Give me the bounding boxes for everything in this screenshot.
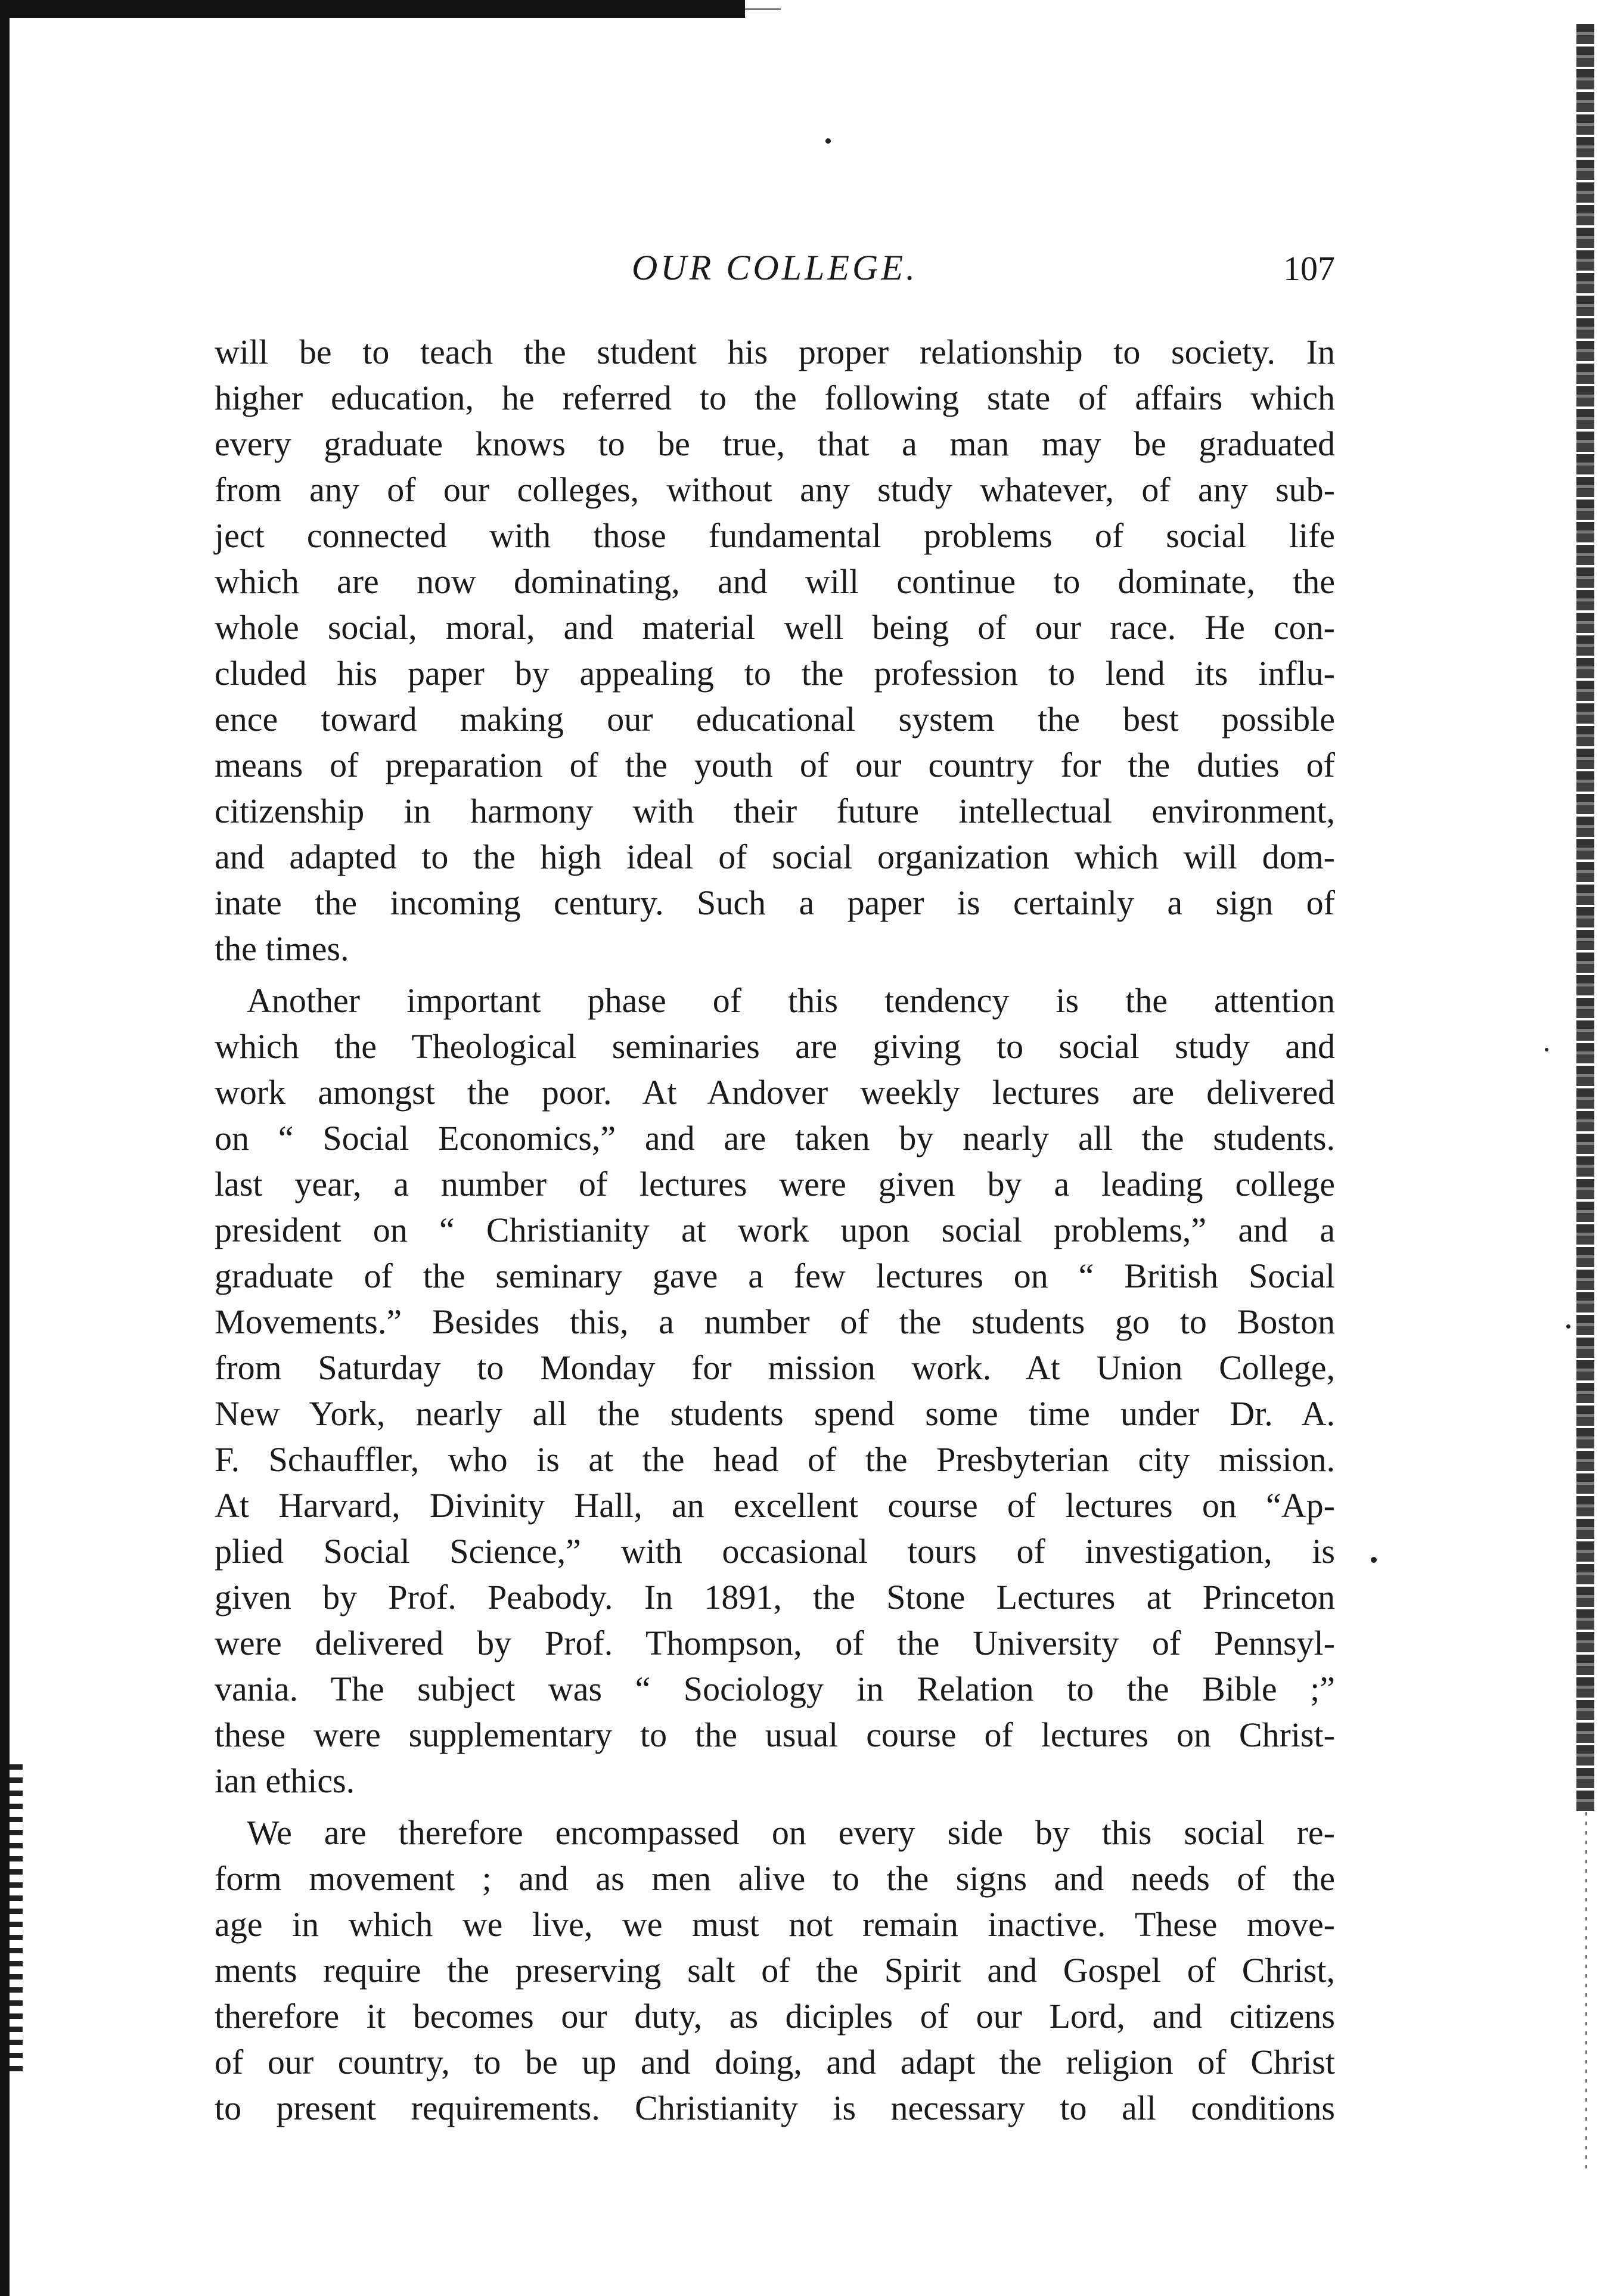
- paragraph: [215, 978, 1335, 1804]
- text-line: from any of our colleges, without any study whatever, of any sub-: [215, 470, 1335, 509]
- text-line: were delivered by Prof. Thompson, of the University of Pennsyl-: [215, 1624, 1335, 1662]
- scan-border-top-thin: [745, 8, 781, 10]
- text-line: work amongst the poor. At Andover weekly lectures are delivered: [215, 1073, 1335, 1112]
- text-line: At Harvard, Divinity Hall, an excellent course of lectures on “Ap-: [215, 1486, 1335, 1525]
- text-line: the times.: [215, 929, 349, 968]
- scan-speck: [825, 138, 831, 144]
- text-line: cluded his paper by appealing to the profession to lend its influ-: [215, 654, 1335, 693]
- text-line: which the Theological seminaries are giving to social study and: [215, 1027, 1335, 1066]
- text-line: New York, nearly all the students spend some time under Dr. A.: [215, 1394, 1335, 1433]
- text-line: age in which we live, we must not remain inactive. These move-: [215, 1905, 1335, 1944]
- scan-speck: [1545, 1048, 1548, 1051]
- paragraph: [215, 329, 1335, 972]
- text-line: and adapted to the high ideal of social organization which will dom-: [215, 837, 1335, 876]
- text-line: president on “ Christianity at work upon social problems,” and a: [215, 1211, 1335, 1249]
- text-line: given by Prof. Peabody. In 1891, the Stone Lectures at Princeton: [215, 1578, 1335, 1616]
- scan-edge-left-rough: [10, 1764, 23, 2074]
- text-line: Movements.” Besides this, a number of the students go to Boston: [215, 1302, 1335, 1341]
- text-line: F. Schauffler, who is at the head of the Presbyterian city mission.: [215, 1440, 1335, 1479]
- scan-edge-right-tail: [1585, 1812, 1587, 2170]
- text-line: from Saturday to Monday for mission work. At Union College,: [215, 1348, 1335, 1387]
- text-line: higher education, he referred to the following state of affairs which: [215, 378, 1335, 417]
- text-line: Another important phase of this tendency is the attention: [247, 981, 1335, 1020]
- text-line: which are now dominating, and will continue to dominate, the: [215, 562, 1335, 601]
- text-line: every graduate knows to be true, that a man may be graduated: [215, 424, 1335, 463]
- scan-speck: [1566, 1324, 1570, 1329]
- text-line: will be to teach the student his proper relationship to society. In: [215, 333, 1335, 371]
- body-text: [215, 329, 1335, 2131]
- running-head: OUR COLLEGE.: [631, 248, 918, 287]
- scan-border-top: [0, 0, 745, 18]
- scan-edge-left: [0, 0, 10, 2296]
- text-line: citizenship in harmony with their future intellectual environment,: [215, 792, 1335, 830]
- text-line: ian ethics.: [215, 1761, 355, 1800]
- text-line: means of preparation of the youth of our country for the duties of: [215, 746, 1335, 784]
- text-line: last year, a number of lectures were given by a leading college: [215, 1165, 1335, 1203]
- page-header: [215, 241, 1335, 301]
- text-line: these were supplementary to the usual course of lectures on Christ-: [215, 1715, 1335, 1754]
- text-line: graduate of the seminary gave a few lectures on “ British Social: [215, 1256, 1335, 1295]
- paragraph: [215, 1810, 1335, 2131]
- text-line: ments require the preserving salt of the Spirit and Gospel of Christ,: [215, 1951, 1335, 1990]
- text-line: on “ Social Economics,” and are taken by nearly all the students.: [215, 1119, 1335, 1158]
- page-number: 107: [1283, 249, 1335, 288]
- scan-speck: [1371, 1557, 1377, 1563]
- text-line: whole social, moral, and material well being of our race. He con-: [215, 608, 1335, 647]
- text-line: ject connected with those fundamental problems of social life: [215, 516, 1335, 555]
- text-line: ence toward making our educational system the best possible: [215, 700, 1335, 739]
- text-line: vania. The subject was “ Sociology in Relation to the Bible ;”: [215, 1670, 1335, 1708]
- text-line: form movement ; and as men alive to the signs and needs of the: [215, 1859, 1335, 1898]
- text-line: of our country, to be up and doing, and adapt the religion of Christ: [215, 2043, 1335, 2081]
- text-line: We are therefore encompassed on every side by this social re-: [247, 1813, 1335, 1852]
- text-line: inate the incoming century. Such a paper is certainly a sign of: [215, 883, 1335, 922]
- scan-edge-right: [1576, 24, 1594, 1812]
- text-line: to present requirements. Christianity is necessary to all conditions: [215, 2089, 1335, 2127]
- text-line: therefore it becomes our duty, as diciples of our Lord, and citizens: [215, 1997, 1335, 2036]
- text-line: plied Social Science,” with occasional tours of investigation, is: [215, 1532, 1335, 1571]
